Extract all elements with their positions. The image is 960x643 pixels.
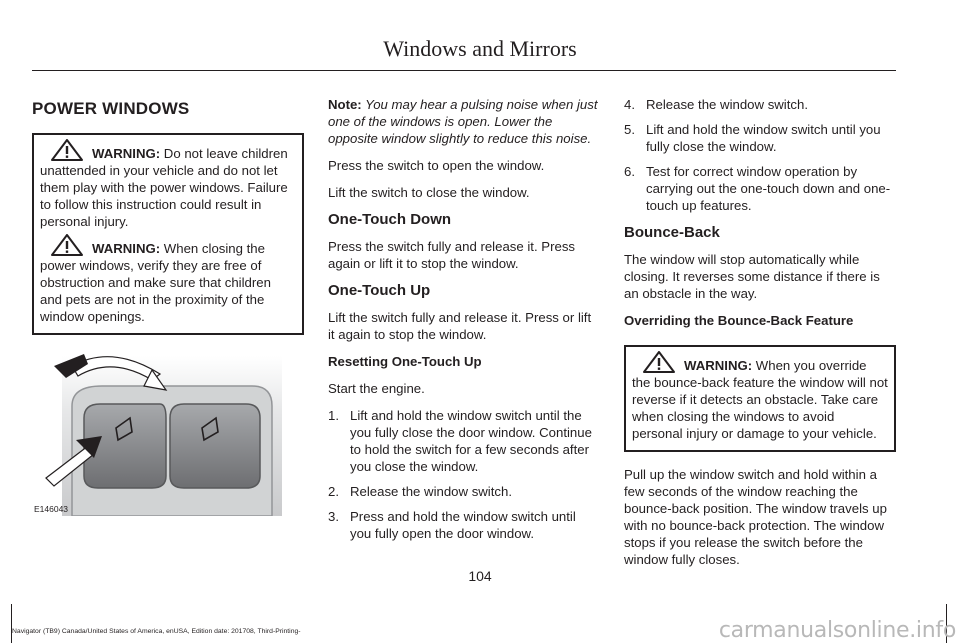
note-paragraph [328, 96, 600, 147]
warning-label: WARNING: [92, 146, 161, 161]
section-heading: POWER WINDOWS [32, 99, 190, 118]
note-text: You may hear a pulsing noise when just one of the windows is open. Lower the opposite window slightly to reduce this noise. [328, 97, 598, 146]
list-item [624, 96, 896, 113]
warning-paragraph [40, 240, 296, 325]
list-item [328, 508, 600, 542]
step-text: Release the window switch. [646, 97, 808, 112]
column-left [32, 92, 304, 349]
step-text: Lift and hold the window switch until you fully close the window. [646, 122, 881, 154]
warning-box [32, 133, 304, 335]
step-text: Test for correct window operation by carrying out the one-touch down and one-touch up features. [646, 164, 891, 213]
list-item [328, 407, 600, 475]
step-number: 4. [624, 97, 635, 112]
page-number: 104 [468, 568, 492, 584]
figure-code: E146043 [34, 504, 69, 514]
warning-triangle-icon [642, 351, 676, 373]
warning-paragraph [632, 357, 888, 442]
window-switch-illustration [32, 346, 304, 516]
column-middle [328, 96, 600, 550]
step-number: 6. [624, 164, 635, 179]
step-text: Release the window switch. [350, 484, 512, 499]
step-number: 2. [328, 484, 339, 499]
step-number: 3. [328, 509, 339, 524]
subheading-one-touch-down: One-Touch Down [328, 211, 452, 228]
paragraph: Press the switch fully and release it. Press again or lift it to stop the window. [328, 239, 576, 271]
page-header-title: Windows and Mirrors [383, 36, 577, 61]
warning-triangle-icon [50, 234, 84, 256]
step-text: Press and hold the window switch until you fully open the door window. [350, 509, 576, 541]
watermark: carmanualsonline.info [718, 618, 956, 643]
paragraph: Press the switch to open the window. [328, 158, 545, 173]
paragraph: Pull up the window switch and hold within a few seconds of the window reaching the bounce-back position. The window travels up with no bounce-back protection. The window stops if you release the switch before the window fully closes. [624, 467, 887, 567]
subheading-bounce-back: Bounce-Back [624, 224, 720, 241]
warning-triangle-icon [50, 139, 84, 161]
paragraph: The window will stop automatically while closing. It reverses some distance if there is an obstacle in the way. [624, 252, 880, 301]
warning-text: Do not leave children unattended in your vehicle and do not let them play with the power windows. Failure to follow this instruction could result in personal injury. [40, 146, 288, 229]
paragraph: Lift the switch to close the window. [328, 185, 530, 200]
list-item [624, 121, 896, 155]
note-label: Note: [328, 97, 362, 112]
footer-edition: Navigator (TB9) Canada/United States of America, enUSA, Edition date: 201708, Third-Printing- [12, 628, 301, 635]
warning-box [624, 345, 896, 452]
subheading-one-touch-up: One-Touch Up [328, 282, 431, 299]
step-text: Lift and hold the window switch until the you fully close the door window. Continue to hold the switch for a few seconds after you close the window. [350, 408, 592, 474]
window-switch-drawing [32, 346, 304, 516]
step-number: 1. [328, 408, 339, 423]
header-rule [32, 70, 896, 71]
subheading-resetting: Resetting One-Touch Up [328, 354, 482, 369]
column-right [624, 96, 896, 578]
subheading-override: Overriding the Bounce-Back Feature [624, 313, 854, 328]
warning-label: WARNING: [92, 241, 161, 256]
warning-label: WARNING: [684, 358, 753, 373]
steps-list [624, 96, 896, 214]
steps-list [328, 407, 600, 542]
list-item [624, 163, 896, 214]
step-number: 5. [624, 122, 635, 137]
list-item [328, 483, 600, 500]
warning-text: When closing the power windows, verify they are free of obstruction and make sure that children and pets are not in the proximity of the window openings. [40, 241, 271, 324]
paragraph: Lift the switch fully and release it. Press or lift it again to stop the window. [328, 310, 592, 342]
warning-text: When you override the bounce-back feature the window will not reverse if it detects an obstacle. Take care when closing the windows to avoid personal injury or damage to your vehicle. [632, 358, 888, 441]
paragraph: Start the engine. [328, 381, 425, 396]
warning-paragraph [40, 145, 296, 230]
crop-mark-left [11, 604, 12, 643]
